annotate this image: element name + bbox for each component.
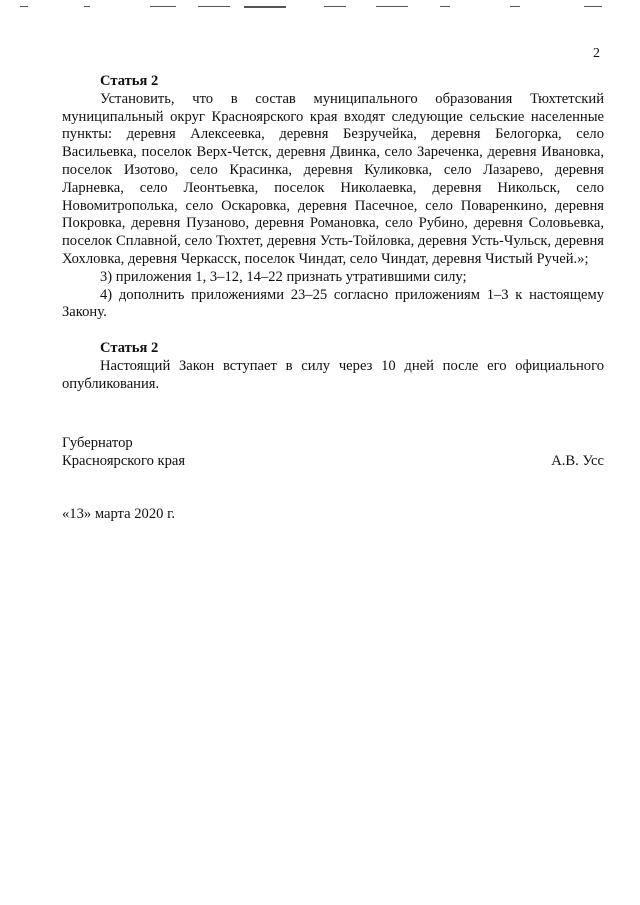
article-heading: Статья 2 bbox=[100, 73, 159, 89]
article-paragraph: 3) приложения 1, 3–12, 14–22 признать утратившими силу; bbox=[100, 268, 467, 285]
document-date: «13» марта 2020 г. bbox=[62, 506, 176, 522]
article-paragraph: 4) дополнить приложениями 23–25 согласно приложениям 1–3 к настоящему Закону. bbox=[62, 286, 604, 321]
article-paragraph: Установить, что в состав муниципального образования Тюхтетский муниципальный округ Красноярского края входят следующие сельские населенные пункты: деревня Алексеевка, деревня Безручейка, деревня Белогорка, село Васильевка, поселок Верх-Четск, деревня Двинка, село Зареченка, деревня Ивановка, поселок Изотово, село Красинка, деревня Куликовка, село Лазарево, деревня Ларневка, село Леонтьевка, поселок Николаевка, деревня Никольск, село Новомитрополька, село Оскаровка, деревня Пасечное, село Поваренкино, деревня Покровка, деревня Пузаново, деревня Романовка, село Рубино, деревня Соловьевка, поселок Сплавной, село Тюхтет, деревня Усть-Тойловка, деревня Усть-Чульск, деревня Хохловка, деревня Черкасск, поселок Чиндат, село Чиндат, деревня Чистый Ручей.»; bbox=[62, 90, 604, 267]
signatory-title-line1: Губернатор bbox=[62, 435, 133, 451]
page-number: 2 bbox=[593, 46, 600, 61]
scan-artifact-lines bbox=[0, 6, 640, 12]
article-heading: Статья 2 bbox=[100, 340, 159, 357]
signature-block bbox=[62, 434, 604, 470]
document-body bbox=[62, 73, 604, 394]
signatory-title-line2: Красноярского края bbox=[62, 453, 186, 469]
article-paragraph: Настоящий Закон вступает в силу через 10 дней после его официального опубликования. bbox=[62, 357, 604, 392]
signatory-name: А.В. Усс bbox=[551, 453, 604, 469]
